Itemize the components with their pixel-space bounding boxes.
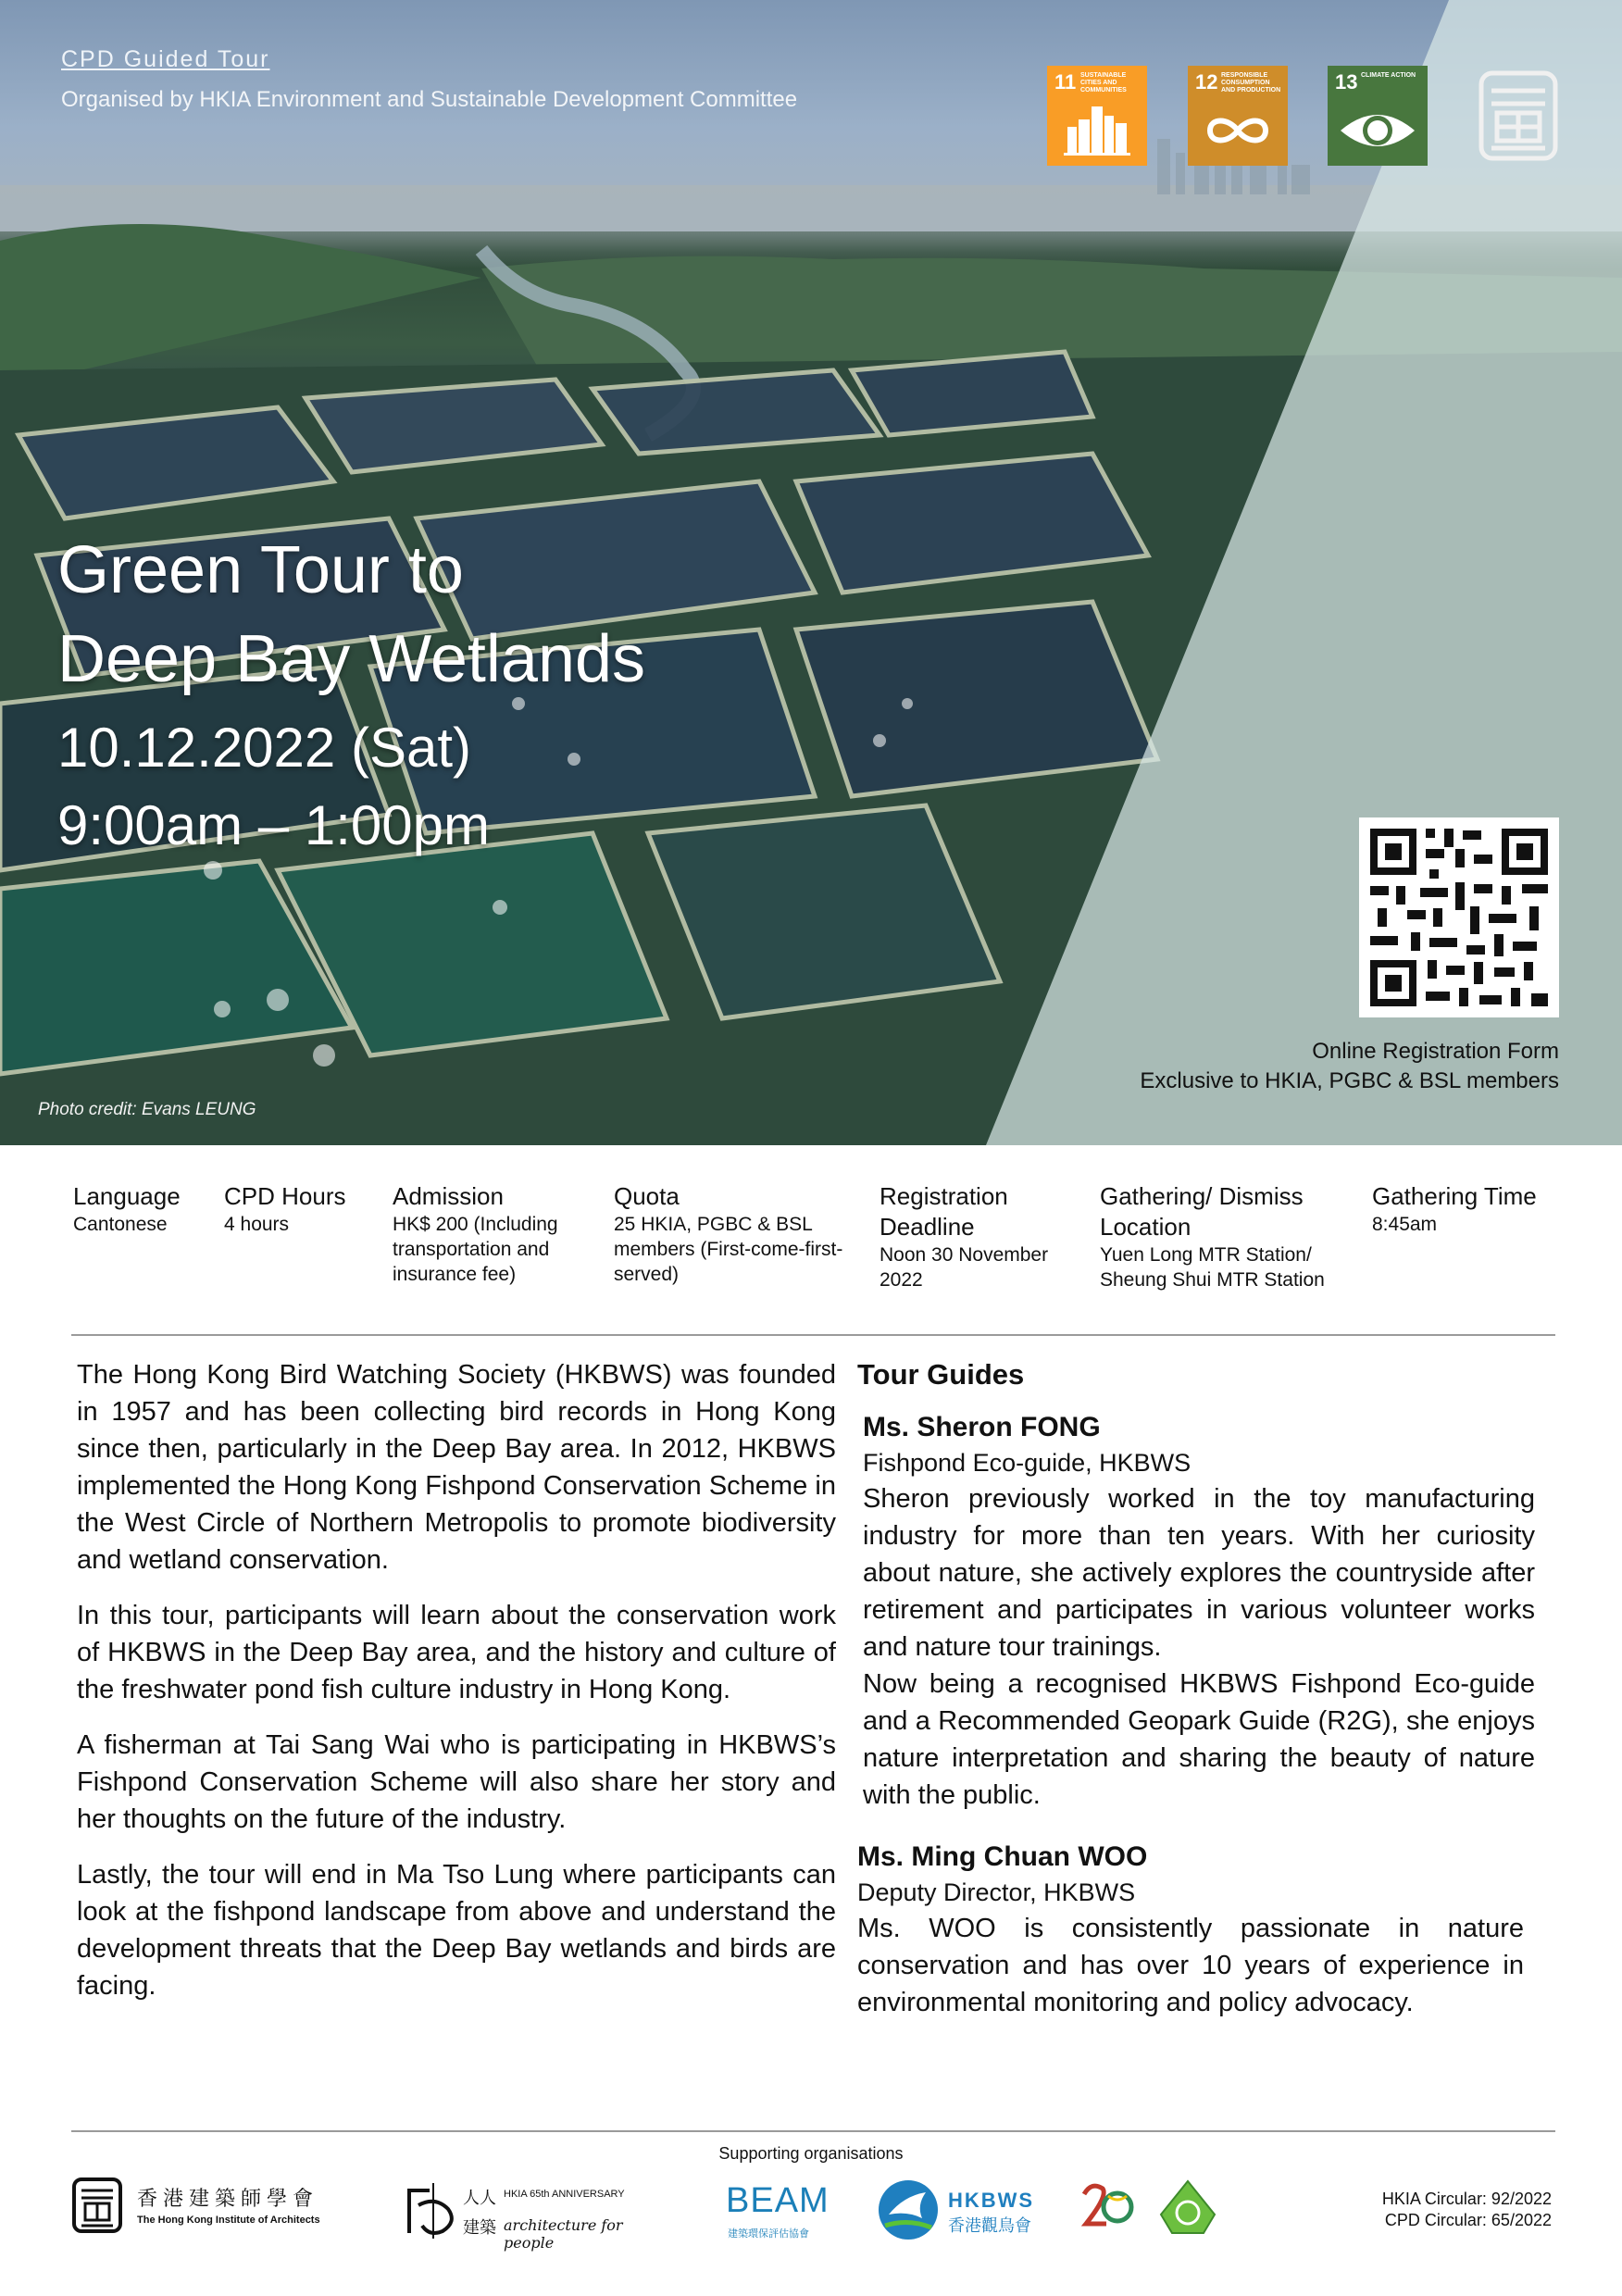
- info-value: 4 hours: [224, 1214, 290, 1235]
- sdg-13-badge: 13 CLIMATE ACTION: [1328, 66, 1428, 166]
- cpd-guided-tour-label: CPD Guided Tour: [61, 46, 270, 72]
- anniv-text-2: architecture for people: [504, 2216, 623, 2252]
- info-registration-deadline: [880, 1181, 1079, 1292]
- tour-guides-section: [857, 1356, 1535, 2021]
- pgbc-logo-icon: [1157, 2177, 1218, 2237]
- section-divider: [71, 1334, 1555, 1336]
- info-label: Gathering Time: [1372, 1182, 1537, 1210]
- info-label: Registration Deadline: [880, 1182, 1008, 1241]
- info-value: 25 HKIA, PGBC & BSL members (First-come-first-served): [614, 1214, 843, 1285]
- beam-chinese-name: 建築環保評估協會: [728, 2228, 809, 2240]
- hkbws-chinese-name: 香港觀鳥會: [948, 2216, 1031, 2235]
- hkbws-logo: [876, 2177, 1052, 2242]
- sdg-12-badge: 12 RESPONSIBLE CONSUMPTION AND PRODUCTION: [1188, 66, 1288, 166]
- organiser-text: Organised by HKIA Environment and Sustainable Development Committee: [61, 87, 798, 112]
- description-paragraph: The Hong Kong Bird Watching Society (HKBWS) was founded in 1957 and has been collecting bird records in Hong Kong since then, particularly in the Deep Bay area. In 2012, HKBWS implemented the Hong Kong Fishpond Conservation Scheme in the West Circle of Northern Metropolis to promote biodiversity and wetland conservation.: [77, 1360, 836, 1575]
- registration-info: [1140, 1037, 1559, 1096]
- title-line-2: Deep Bay Wetlands: [57, 622, 646, 696]
- info-value: Noon 30 November 2022: [880, 1244, 1049, 1291]
- guide-bio: Now being a recognised HKBWS Fishpond Eco-guide and a Recommended Geopark Guide (R2G), she enjoys nature interpretation and sharing the beauty of nature with the public.: [863, 1669, 1535, 1810]
- hkia-chinese-name: 香港建築師學會: [137, 2188, 319, 2211]
- hkia-logo: [72, 2177, 350, 2233]
- info-quota: [614, 1181, 859, 1287]
- info-value: 8:45am: [1372, 1214, 1438, 1235]
- footer-divider: [71, 2130, 1555, 2132]
- info-gathering-location: [1100, 1181, 1364, 1292]
- guide-name: Ms. Ming Chuan WOO: [857, 1841, 1148, 1872]
- info-language: [73, 1181, 212, 1237]
- hkia-circular: HKIA Circular: 92/2022: [1381, 2190, 1552, 2208]
- guide-bio: Ms. WOO is consistently passionate in nature conservation and has over 10 years of experience in environmental monitoring and policy advocacy.: [857, 1914, 1524, 2017]
- registration-eligibility: Exclusive to HKIA, PGBC & BSL members: [1140, 1068, 1559, 1093]
- photo-credit: Photo credit: Evans LEUNG: [38, 1100, 256, 1119]
- hkbws-name: HKBWS: [948, 2189, 1035, 2212]
- registration-qr-code[interactable]: [1359, 817, 1559, 1017]
- hero-photo: [0, 0, 1622, 1145]
- event-title: [57, 526, 645, 704]
- info-label: Quota: [614, 1182, 680, 1210]
- hkia-logo-icon: [72, 2177, 122, 2233]
- description-paragraph: A fisherman at Tai Sang Wai who is participating in HKBWS’s Fishpond Conservation Scheme will also share her story and her thoughts on the future of the industry.: [77, 1730, 836, 1834]
- description-paragraph: In this tour, participants will learn about the conservation work of HKBWS in the Deep Bay area, and the history and culture of the freshwater pond fish culture industry in Hong Kong.: [77, 1601, 836, 1704]
- beam-logo: [726, 2177, 837, 2242]
- guide-sheron-fong: [863, 1410, 1535, 1814]
- info-admission: [393, 1181, 578, 1287]
- info-label: CPD Hours: [224, 1182, 346, 1210]
- title-line-1: Green Tour to: [57, 533, 464, 607]
- earth-eye-icon: [1328, 66, 1428, 166]
- guide-bio: Sheron previously worked in the toy manufacturing industry for more than ten years. With her curiosity about nature, she actively explores the countryside after retirement and participates in various volunteer works and nature tour trainings.: [863, 1484, 1535, 1662]
- hkia-65th-anniversary-logo: [402, 2177, 661, 2252]
- city-icon: [1047, 66, 1147, 166]
- twentieth-anniversary-logo-icon: [1079, 2177, 1134, 2237]
- info-label: Admission: [393, 1182, 504, 1210]
- sdg-11-badge: 11 SUSTAINABLE CITIES AND COMMUNITIES: [1047, 66, 1147, 166]
- guide-role: Fishpond Eco-guide, HKBWS: [863, 1449, 1192, 1477]
- hkia-emblem-icon: [1479, 70, 1558, 161]
- event-time: 9:00am – 1:00pm: [57, 794, 490, 856]
- event-datetime: [57, 709, 490, 865]
- info-value: Cantonese: [73, 1214, 168, 1235]
- tour-guides-heading: Tour Guides: [857, 1358, 1025, 1391]
- event-date: 10.12.2022 (Sat): [57, 717, 471, 779]
- supporting-organisations-label: Supporting organisations: [718, 2144, 904, 2163]
- info-value: Yuen Long MTR Station/ Sheung Shui MTR Station: [1100, 1244, 1325, 1291]
- anniv-chinese-2: 建築: [463, 2218, 496, 2238]
- description-paragraph: Lastly, the tour will end in Ma Tso Lung where participants can look at the fishpond landscape from above and understand the development threats that the Deep Bay wetlands and birds are facing.: [77, 1860, 836, 2001]
- guide-ming-chuan-woo: [857, 1840, 1524, 2021]
- beam-name: BEAM: [726, 2181, 830, 2220]
- infinity-icon: [1188, 66, 1288, 166]
- info-label: Gathering/ Dismiss Location: [1100, 1182, 1304, 1241]
- registration-form-label[interactable]: Online Registration Form: [1312, 1039, 1559, 1064]
- cpd-circular: CPD Circular: 65/2022: [1384, 2211, 1552, 2229]
- bird-icon: [876, 2177, 941, 2242]
- anniversary-65-icon: [402, 2177, 459, 2242]
- info-label: Language: [73, 1182, 181, 1210]
- anniv-text-1: HKIA 65th ANNIVERSARY: [504, 2189, 625, 2200]
- info-cpd-hours: [224, 1181, 381, 1237]
- anniv-chinese-1: 人人: [463, 2189, 496, 2208]
- guide-name: Ms. Sheron FONG: [863, 1412, 1101, 1442]
- info-value: HK$ 200 (Including transportation and insurance fee): [393, 1214, 558, 1285]
- circular-numbers: [1382, 2189, 1552, 2231]
- tour-description: [77, 1356, 836, 2023]
- guide-role: Deputy Director, HKBWS: [857, 1878, 1136, 1906]
- info-gathering-time: [1372, 1181, 1557, 1237]
- hkia-english-name: The Hong Kong Institute of Architects: [137, 2215, 320, 2226]
